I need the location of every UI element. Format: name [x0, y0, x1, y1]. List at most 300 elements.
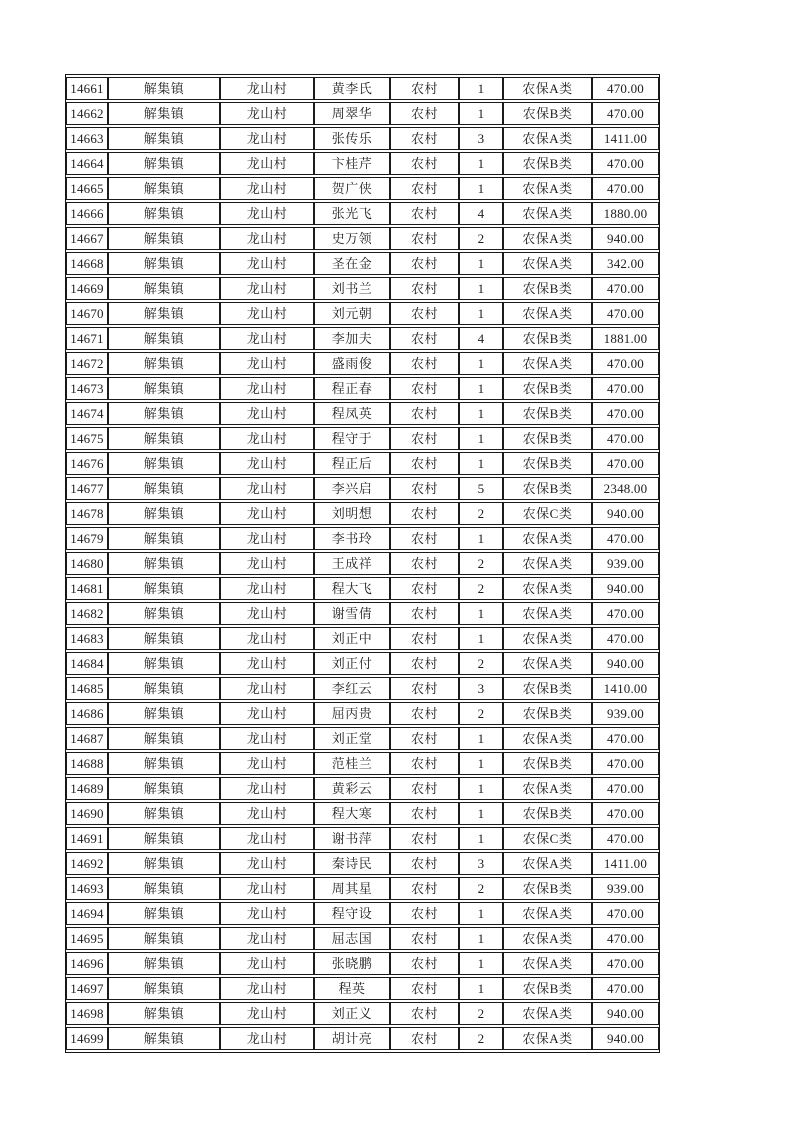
table-row [66, 452, 659, 475]
cell-amount: 470.00 [592, 402, 659, 425]
cell-residence: 农村 [390, 902, 459, 925]
cell-category: 农保A类 [503, 577, 592, 600]
cell-residence: 农村 [390, 327, 459, 350]
cell-town: 解集镇 [108, 177, 220, 200]
table-row [66, 602, 659, 625]
cell-residence: 农村 [390, 1002, 459, 1025]
cell-category: 农保B类 [503, 977, 592, 1000]
cell-id: 14691 [66, 827, 108, 850]
cell-name: 张传乐 [314, 127, 390, 150]
cell-village: 龙山村 [220, 852, 314, 875]
cell-village: 龙山村 [220, 877, 314, 900]
cell-amount: 940.00 [592, 502, 659, 525]
cell-town: 解集镇 [108, 652, 220, 675]
cell-name: 黄李氏 [314, 77, 390, 100]
cell-residence: 农村 [390, 452, 459, 475]
cell-name: 刘正付 [314, 652, 390, 675]
cell-village: 龙山村 [220, 752, 314, 775]
cell-category: 农保A类 [503, 1002, 592, 1025]
cell-name: 黄彩云 [314, 777, 390, 800]
cell-count: 1 [459, 302, 503, 325]
cell-town: 解集镇 [108, 77, 220, 100]
cell-category: 农保A类 [503, 627, 592, 650]
cell-name: 刘元朝 [314, 302, 390, 325]
cell-amount: 940.00 [592, 1027, 659, 1050]
cell-count: 2 [459, 227, 503, 250]
cell-amount: 940.00 [592, 1002, 659, 1025]
cell-name: 李兴启 [314, 477, 390, 500]
cell-id: 14692 [66, 852, 108, 875]
cell-residence: 农村 [390, 377, 459, 400]
cell-residence: 农村 [390, 352, 459, 375]
cell-id: 14666 [66, 202, 108, 225]
cell-id: 14685 [66, 677, 108, 700]
table-row [66, 202, 659, 225]
cell-count: 1 [459, 152, 503, 175]
cell-id: 14668 [66, 252, 108, 275]
cell-id: 14693 [66, 877, 108, 900]
cell-category: 农保A类 [503, 952, 592, 975]
table-row [66, 902, 659, 925]
cell-name: 李红云 [314, 677, 390, 700]
cell-name: 刘正中 [314, 627, 390, 650]
cell-id: 14679 [66, 527, 108, 550]
cell-residence: 农村 [390, 502, 459, 525]
cell-residence: 农村 [390, 177, 459, 200]
cell-residence: 农村 [390, 227, 459, 250]
cell-residence: 农村 [390, 102, 459, 125]
cell-residence: 农村 [390, 677, 459, 700]
cell-name: 秦诗民 [314, 852, 390, 875]
cell-name: 程英 [314, 977, 390, 1000]
cell-village: 龙山村 [220, 952, 314, 975]
cell-town: 解集镇 [108, 327, 220, 350]
cell-category: 农保B类 [503, 402, 592, 425]
cell-town: 解集镇 [108, 452, 220, 475]
table-row [66, 252, 659, 275]
cell-village: 龙山村 [220, 802, 314, 825]
cell-count: 3 [459, 677, 503, 700]
table-row [66, 852, 659, 875]
cell-count: 1 [459, 952, 503, 975]
table-row [66, 1002, 659, 1025]
cell-town: 解集镇 [108, 377, 220, 400]
cell-count: 1 [459, 277, 503, 300]
cell-category: 农保B类 [503, 427, 592, 450]
table-row [66, 327, 659, 350]
cell-amount: 1411.00 [592, 127, 659, 150]
cell-id: 14672 [66, 352, 108, 375]
cell-amount: 470.00 [592, 927, 659, 950]
cell-category: 农保C类 [503, 827, 592, 850]
cell-amount: 1411.00 [592, 852, 659, 875]
cell-village: 龙山村 [220, 602, 314, 625]
cell-village: 龙山村 [220, 402, 314, 425]
cell-amount: 470.00 [592, 77, 659, 100]
cell-residence: 农村 [390, 802, 459, 825]
cell-category: 农保B类 [503, 877, 592, 900]
cell-id: 14694 [66, 902, 108, 925]
cell-count: 1 [459, 977, 503, 1000]
cell-id: 14682 [66, 602, 108, 625]
cell-amount: 940.00 [592, 227, 659, 250]
cell-category: 农保A类 [503, 352, 592, 375]
cell-category: 农保A类 [503, 1027, 592, 1050]
cell-town: 解集镇 [108, 477, 220, 500]
cell-count: 2 [459, 502, 503, 525]
cell-village: 龙山村 [220, 127, 314, 150]
cell-residence: 农村 [390, 252, 459, 275]
cell-village: 龙山村 [220, 977, 314, 1000]
cell-count: 5 [459, 477, 503, 500]
cell-village: 龙山村 [220, 827, 314, 850]
table-row [66, 752, 659, 775]
cell-amount: 939.00 [592, 702, 659, 725]
cell-count: 2 [459, 1002, 503, 1025]
cell-residence: 农村 [390, 927, 459, 950]
cell-id: 14684 [66, 652, 108, 675]
cell-category: 农保C类 [503, 502, 592, 525]
cell-category: 农保B类 [503, 677, 592, 700]
cell-id: 14689 [66, 777, 108, 800]
cell-village: 龙山村 [220, 652, 314, 675]
cell-name: 程正春 [314, 377, 390, 400]
cell-town: 解集镇 [108, 627, 220, 650]
cell-count: 1 [459, 902, 503, 925]
cell-village: 龙山村 [220, 727, 314, 750]
cell-count: 1 [459, 777, 503, 800]
cell-town: 解集镇 [108, 427, 220, 450]
cell-village: 龙山村 [220, 452, 314, 475]
table-row [66, 402, 659, 425]
cell-count: 1 [459, 827, 503, 850]
cell-amount: 470.00 [592, 952, 659, 975]
cell-residence: 农村 [390, 577, 459, 600]
cell-count: 1 [459, 452, 503, 475]
cell-amount: 470.00 [592, 902, 659, 925]
cell-category: 农保A类 [503, 852, 592, 875]
cell-name: 程大飞 [314, 577, 390, 600]
cell-residence: 农村 [390, 827, 459, 850]
cell-village: 龙山村 [220, 927, 314, 950]
cell-category: 农保B类 [503, 277, 592, 300]
table-row [66, 352, 659, 375]
table-row [66, 152, 659, 175]
cell-town: 解集镇 [108, 927, 220, 950]
cell-category: 农保A类 [503, 302, 592, 325]
cell-amount: 470.00 [592, 427, 659, 450]
cell-id: 14687 [66, 727, 108, 750]
cell-category: 农保A类 [503, 252, 592, 275]
cell-id: 14686 [66, 702, 108, 725]
cell-category: 农保A类 [503, 602, 592, 625]
cell-amount: 470.00 [592, 777, 659, 800]
table-row [66, 877, 659, 900]
cell-amount: 470.00 [592, 277, 659, 300]
cell-count: 1 [459, 377, 503, 400]
cell-town: 解集镇 [108, 877, 220, 900]
table-row [66, 527, 659, 550]
cell-name: 范桂兰 [314, 752, 390, 775]
cell-id: 14669 [66, 277, 108, 300]
cell-id: 14683 [66, 627, 108, 650]
table-row [66, 277, 659, 300]
cell-town: 解集镇 [108, 252, 220, 275]
cell-category: 农保B类 [503, 102, 592, 125]
cell-name: 程凤英 [314, 402, 390, 425]
cell-town: 解集镇 [108, 152, 220, 175]
cell-name: 王成祥 [314, 552, 390, 575]
cell-count: 3 [459, 127, 503, 150]
cell-residence: 农村 [390, 1027, 459, 1050]
cell-village: 龙山村 [220, 202, 314, 225]
cell-village: 龙山村 [220, 352, 314, 375]
cell-village: 龙山村 [220, 302, 314, 325]
cell-name: 屈丙贵 [314, 702, 390, 725]
cell-village: 龙山村 [220, 527, 314, 550]
cell-residence: 农村 [390, 277, 459, 300]
cell-id: 14678 [66, 502, 108, 525]
cell-count: 1 [459, 727, 503, 750]
cell-category: 农保A类 [503, 177, 592, 200]
cell-amount: 470.00 [592, 177, 659, 200]
cell-name: 盛雨俊 [314, 352, 390, 375]
cell-town: 解集镇 [108, 752, 220, 775]
cell-category: 农保B类 [503, 752, 592, 775]
cell-town: 解集镇 [108, 602, 220, 625]
cell-name: 胡计亮 [314, 1027, 390, 1050]
cell-count: 1 [459, 177, 503, 200]
cell-name: 李加夫 [314, 327, 390, 350]
cell-count: 2 [459, 652, 503, 675]
cell-town: 解集镇 [108, 227, 220, 250]
table-row [66, 77, 659, 100]
cell-category: 农保A类 [503, 127, 592, 150]
cell-town: 解集镇 [108, 702, 220, 725]
cell-count: 1 [459, 352, 503, 375]
cell-id: 14674 [66, 402, 108, 425]
cell-town: 解集镇 [108, 352, 220, 375]
cell-residence: 农村 [390, 202, 459, 225]
cell-town: 解集镇 [108, 727, 220, 750]
cell-id: 14670 [66, 302, 108, 325]
cell-name: 周翠华 [314, 102, 390, 125]
cell-amount: 470.00 [592, 352, 659, 375]
cell-name: 张晓鹏 [314, 952, 390, 975]
cell-village: 龙山村 [220, 627, 314, 650]
cell-residence: 农村 [390, 602, 459, 625]
cell-id: 14696 [66, 952, 108, 975]
cell-residence: 农村 [390, 777, 459, 800]
cell-town: 解集镇 [108, 302, 220, 325]
cell-amount: 470.00 [592, 377, 659, 400]
cell-residence: 农村 [390, 527, 459, 550]
cell-id: 14661 [66, 77, 108, 100]
cell-town: 解集镇 [108, 277, 220, 300]
cell-town: 解集镇 [108, 952, 220, 975]
cell-village: 龙山村 [220, 152, 314, 175]
cell-residence: 农村 [390, 727, 459, 750]
cell-count: 1 [459, 752, 503, 775]
cell-residence: 农村 [390, 77, 459, 100]
cell-town: 解集镇 [108, 552, 220, 575]
cell-residence: 农村 [390, 952, 459, 975]
table-row [66, 377, 659, 400]
cell-town: 解集镇 [108, 777, 220, 800]
cell-village: 龙山村 [220, 502, 314, 525]
cell-residence: 农村 [390, 402, 459, 425]
cell-amount: 342.00 [592, 252, 659, 275]
cell-count: 4 [459, 202, 503, 225]
cell-category: 农保B类 [503, 327, 592, 350]
table-row [66, 127, 659, 150]
cell-village: 龙山村 [220, 677, 314, 700]
cell-count: 2 [459, 702, 503, 725]
cell-amount: 470.00 [592, 977, 659, 1000]
table-row [66, 727, 659, 750]
cell-id: 14675 [66, 427, 108, 450]
cell-id: 14698 [66, 1002, 108, 1025]
cell-residence: 农村 [390, 977, 459, 1000]
cell-town: 解集镇 [108, 827, 220, 850]
cell-id: 14690 [66, 802, 108, 825]
table-row [66, 227, 659, 250]
cell-town: 解集镇 [108, 902, 220, 925]
cell-amount: 1880.00 [592, 202, 659, 225]
payment-roster-table [65, 74, 660, 1053]
cell-amount: 2348.00 [592, 477, 659, 500]
cell-village: 龙山村 [220, 1002, 314, 1025]
cell-village: 龙山村 [220, 177, 314, 200]
cell-count: 1 [459, 527, 503, 550]
cell-residence: 农村 [390, 627, 459, 650]
cell-amount: 470.00 [592, 752, 659, 775]
table-row [66, 652, 659, 675]
cell-amount: 470.00 [592, 727, 659, 750]
cell-count: 1 [459, 427, 503, 450]
cell-category: 农保B类 [503, 702, 592, 725]
cell-id: 14688 [66, 752, 108, 775]
table-row [66, 427, 659, 450]
table-row [66, 952, 659, 975]
table-row [66, 552, 659, 575]
cell-town: 解集镇 [108, 677, 220, 700]
cell-residence: 农村 [390, 877, 459, 900]
cell-name: 程守设 [314, 902, 390, 925]
cell-count: 2 [459, 552, 503, 575]
cell-category: 农保B类 [503, 152, 592, 175]
cell-category: 农保A类 [503, 902, 592, 925]
cell-count: 3 [459, 852, 503, 875]
table-row [66, 977, 659, 1000]
cell-category: 农保A类 [503, 77, 592, 100]
cell-village: 龙山村 [220, 552, 314, 575]
cell-village: 龙山村 [220, 277, 314, 300]
cell-id: 14665 [66, 177, 108, 200]
cell-count: 2 [459, 1027, 503, 1050]
table-row [66, 477, 659, 500]
cell-village: 龙山村 [220, 102, 314, 125]
cell-residence: 农村 [390, 302, 459, 325]
cell-residence: 农村 [390, 652, 459, 675]
cell-id: 14697 [66, 977, 108, 1000]
cell-town: 解集镇 [108, 527, 220, 550]
cell-count: 1 [459, 102, 503, 125]
cell-category: 农保A类 [503, 552, 592, 575]
cell-count: 2 [459, 877, 503, 900]
cell-name: 程正后 [314, 452, 390, 475]
cell-id: 14662 [66, 102, 108, 125]
cell-name: 刘书兰 [314, 277, 390, 300]
table-row [66, 102, 659, 125]
cell-town: 解集镇 [108, 852, 220, 875]
cell-name: 周其星 [314, 877, 390, 900]
cell-name: 谢雪倩 [314, 602, 390, 625]
cell-town: 解集镇 [108, 202, 220, 225]
cell-category: 农保B类 [503, 477, 592, 500]
cell-residence: 农村 [390, 427, 459, 450]
cell-town: 解集镇 [108, 1002, 220, 1025]
cell-id: 14664 [66, 152, 108, 175]
cell-village: 龙山村 [220, 577, 314, 600]
cell-id: 14663 [66, 127, 108, 150]
cell-residence: 农村 [390, 477, 459, 500]
cell-amount: 470.00 [592, 527, 659, 550]
cell-village: 龙山村 [220, 427, 314, 450]
cell-amount: 470.00 [592, 827, 659, 850]
cell-amount: 939.00 [592, 877, 659, 900]
cell-town: 解集镇 [108, 102, 220, 125]
cell-id: 14695 [66, 927, 108, 950]
cell-name: 程守于 [314, 427, 390, 450]
cell-residence: 农村 [390, 852, 459, 875]
cell-village: 龙山村 [220, 477, 314, 500]
table-row [66, 927, 659, 950]
cell-town: 解集镇 [108, 1027, 220, 1050]
cell-id: 14681 [66, 577, 108, 600]
cell-id: 14671 [66, 327, 108, 350]
table-row [66, 702, 659, 725]
table-row [66, 827, 659, 850]
cell-count: 2 [459, 577, 503, 600]
cell-village: 龙山村 [220, 77, 314, 100]
cell-amount: 940.00 [592, 577, 659, 600]
table-row [66, 177, 659, 200]
cell-residence: 农村 [390, 127, 459, 150]
table-row [66, 577, 659, 600]
table-row [66, 302, 659, 325]
cell-name: 谢书萍 [314, 827, 390, 850]
cell-id: 14699 [66, 1027, 108, 1050]
cell-name: 贺广侠 [314, 177, 390, 200]
cell-village: 龙山村 [220, 702, 314, 725]
cell-town: 解集镇 [108, 502, 220, 525]
cell-name: 刘正义 [314, 1002, 390, 1025]
cell-category: 农保A类 [503, 227, 592, 250]
cell-village: 龙山村 [220, 227, 314, 250]
cell-count: 1 [459, 77, 503, 100]
cell-id: 14680 [66, 552, 108, 575]
cell-village: 龙山村 [220, 777, 314, 800]
cell-residence: 农村 [390, 702, 459, 725]
cell-amount: 470.00 [592, 602, 659, 625]
cell-town: 解集镇 [108, 802, 220, 825]
cell-category: 农保A类 [503, 202, 592, 225]
cell-town: 解集镇 [108, 977, 220, 1000]
cell-count: 1 [459, 927, 503, 950]
cell-name: 李书玲 [314, 527, 390, 550]
cell-count: 4 [459, 327, 503, 350]
